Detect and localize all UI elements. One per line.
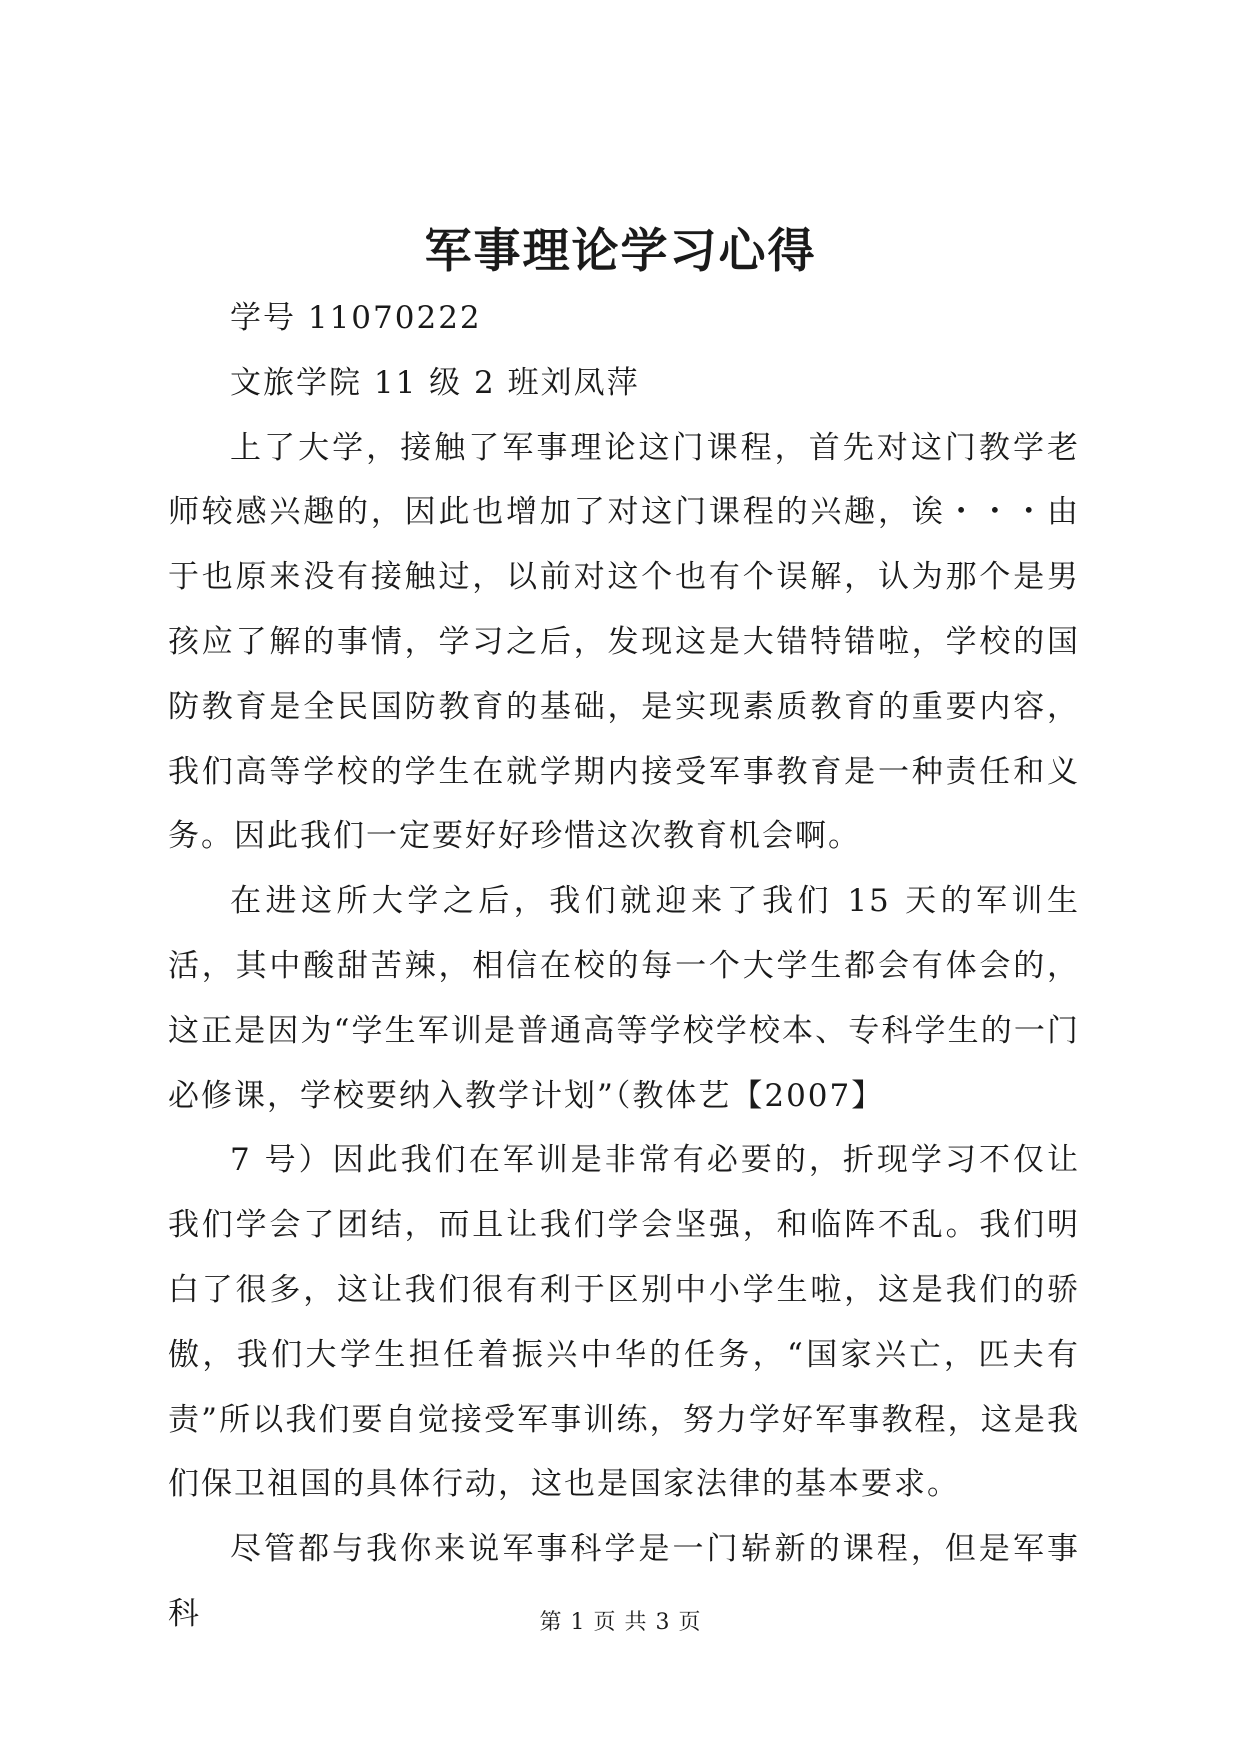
student-id-line: 学号 11070222 — [230, 300, 482, 336]
paragraph: 上了大学，接触了军事理论这门课程，首先对这门教学老师较感兴趣的，因此也增加了对这门课程的兴趣，诶・・・由于也原来没有接触过，以前对这个也有个误解，认为那个是男孩应了解的事情，学习之后，发现这是大错特错啦，学校的国防教育是全民国防教育的基础，是实现素质教育的重要内容，我们高等学校的学生在就学期内接受军事教育是一种责任和义务。因此我们一定要好好珍惜这次教育机会啊。 — [168, 429, 1080, 855]
author-line: 文旅学院 11 级 2 班刘凤萍 — [230, 364, 640, 401]
paragraph: 在进这所大学之后，我们就迎来了我们 15 天的军训生活，其中酸甜苦辣，相信在校的每一个大学生都会有体会的，这正是因为“学生军训是普通高等学校学校本、专科学生的一门必修课，学校要纳入教学计划”（教体艺【2007】 — [168, 883, 1080, 1114]
paragraph: 尽管都与我你来说军事科学是一门崭新的课程，但是军事科 — [168, 1531, 1080, 1632]
document-body — [168, 286, 1080, 1647]
paragraph: 7 号）因此我们在军训是非常有必要的，折现学习不仅让我们学会了团结，而且让我们学会坚强，和临阵不乱。我们明白了很多，这让我们很有利于区别中小学生啦，这是我们的骄傲，我们大学生担任着振兴中华的任务，“国家兴亡，匹夫有责”所以我们要自觉接受军事训练，努力学好军事教程，这是我们保卫祖国的具体行动，这也是国家法律的基本要求。 — [168, 1142, 1080, 1503]
document-title: 军事理论学习心得 — [424, 224, 817, 279]
page-footer: 第 1 页 共 3 页 — [539, 1610, 702, 1635]
